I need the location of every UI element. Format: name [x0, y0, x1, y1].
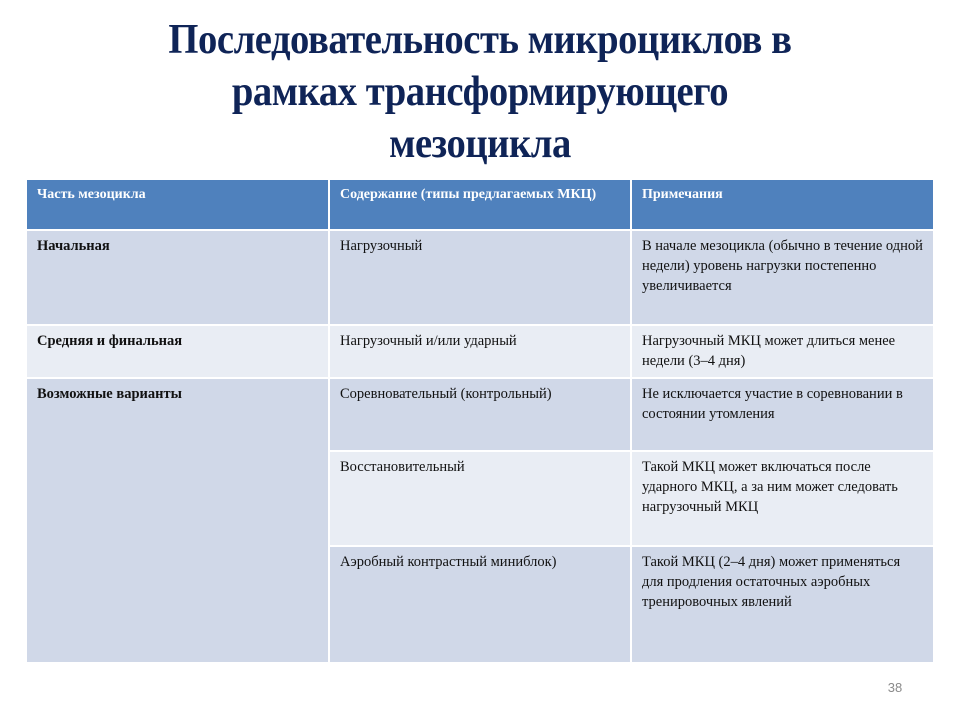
- row-2-note: Нагрузочный МКЦ может длиться менее недели (3–4 дня): [632, 326, 933, 377]
- header-notes: Примечания: [632, 180, 933, 229]
- title-line-1: Последовательность микроциклов в: [168, 17, 792, 63]
- row-1-part: Начальная: [27, 231, 328, 324]
- row-1-content: Нагрузочный: [330, 231, 630, 324]
- title-line-2: рамках трансформирующего: [231, 69, 729, 115]
- header-content: Содержание (типы предлагаемых МКЦ): [330, 180, 630, 229]
- header-part: Часть мезоцикла: [27, 180, 328, 229]
- page-number: 38: [887, 680, 903, 695]
- row-3-note: Не исключается участие в соревновании в состоянии утомления: [632, 379, 933, 450]
- row-5-content: Аэробный контрастный миниблок): [330, 547, 630, 662]
- row-4-note: Такой МКЦ может включаться после ударного МКЦ, а за ним может следовать нагрузочный МКЦ: [632, 452, 933, 545]
- title-line-3: мезоцикла: [389, 121, 571, 167]
- row-2-part: Средняя и финальная: [27, 326, 328, 377]
- row-3-content: Соревновательный (контрольный): [330, 379, 630, 450]
- row-2-content: Нагрузочный и/или ударный: [330, 326, 630, 377]
- row-4-content: Восстановительный: [330, 452, 630, 545]
- slide-title: [38, 14, 921, 170]
- row-5-note: Такой МКЦ (2–4 дня) может применяться для продления остаточных аэробных тренировочных явлений: [632, 547, 933, 662]
- row-1-note: В начале мезоцикла (обычно в течение одной недели) уровень нагрузки постепенно увеличивается: [632, 231, 933, 324]
- row-3-part: Возможные варианты: [27, 379, 328, 662]
